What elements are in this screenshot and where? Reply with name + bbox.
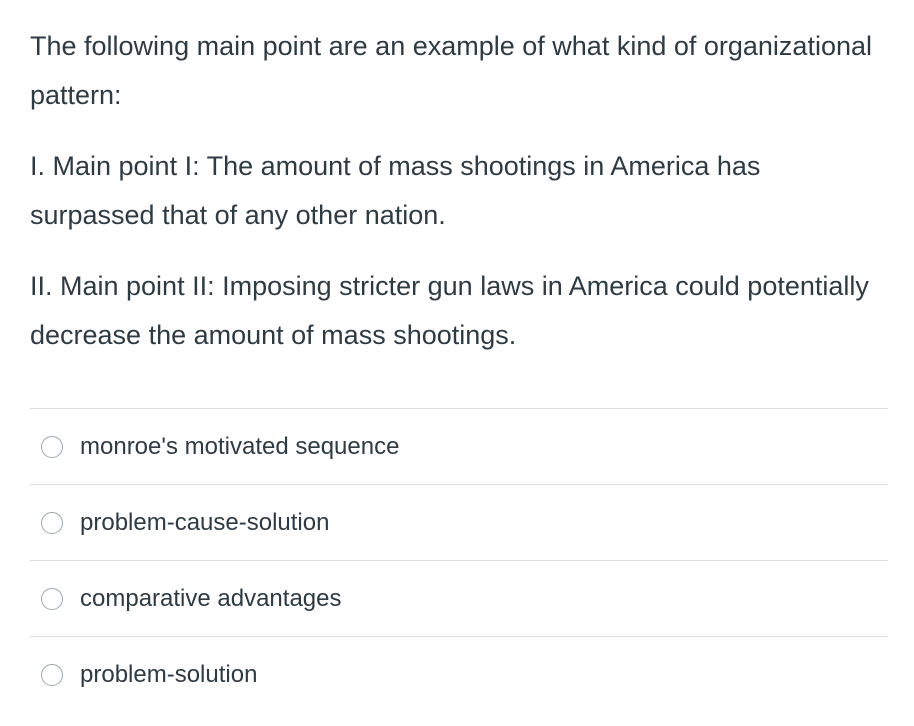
answer-option-comparative-advantages[interactable] [30, 560, 888, 636]
answer-label: monroe's motivated sequence [80, 432, 400, 460]
answer-option-problem-solution[interactable] [30, 636, 888, 712]
main-point-2: II. Main point II: Imposing stricter gun laws in America could potentially decrease the amount of mass shootings. [30, 271, 869, 350]
radio-button-icon[interactable] [41, 588, 63, 610]
main-point-1: I. Main point I: The amount of mass shootings in America has surpassed that of any other nation. [30, 151, 761, 230]
radio-button-icon[interactable] [41, 664, 63, 686]
radio-button-icon[interactable] [41, 512, 63, 534]
question-prompt: The following main point are an example of what kind of organizational pattern: [30, 31, 872, 110]
radio-button-icon[interactable] [41, 436, 63, 458]
answer-label: problem-cause-solution [80, 508, 330, 536]
answer-option-monroes-motivated-sequence[interactable] [30, 408, 888, 484]
answer-list [30, 408, 888, 712]
question-text [30, 22, 890, 360]
answer-option-problem-cause-solution[interactable] [30, 484, 888, 560]
answer-label: problem-solution [80, 660, 258, 688]
answer-label: comparative advantages [80, 584, 342, 612]
